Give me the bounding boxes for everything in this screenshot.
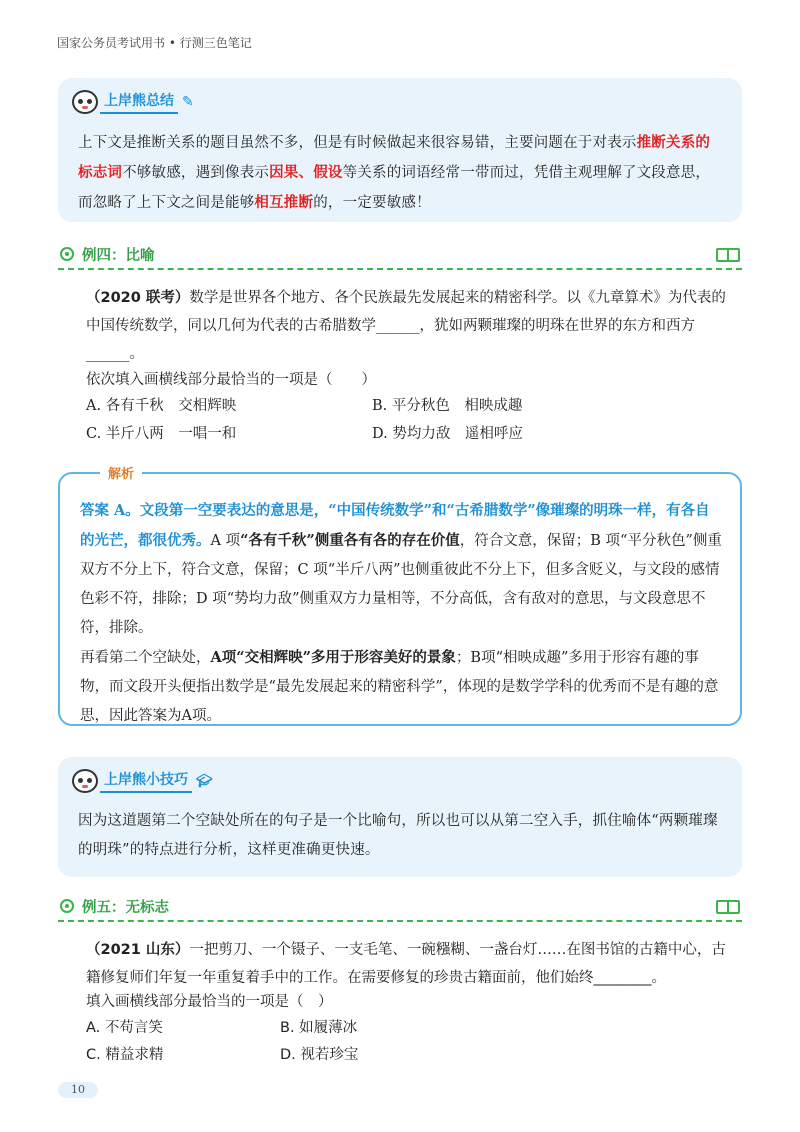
tips-tag bbox=[72, 767, 213, 795]
book-icon bbox=[716, 900, 740, 914]
running-header: 国家公务员考试用书 • 行测三色笔记 bbox=[57, 36, 252, 50]
option-c: C. 半斤八两 一唱一和 bbox=[86, 426, 237, 442]
bear-mascot-icon bbox=[72, 90, 98, 114]
example5-question: （2021 山东）一把剪刀、一个镊子、一支毛笔、一碗糨糊、一盏台灯……在图书馆的古籍中心，古籍修复师们年复一年重复着手中的工作。在需要修复的珍贵古籍面前，他们始终________。 bbox=[86, 942, 726, 986]
option-c: C. 精益求精 bbox=[86, 1047, 164, 1063]
example5-source: （2021 山东） bbox=[86, 942, 190, 958]
example5-heading bbox=[58, 898, 742, 922]
tips-tag-label: 上岸熊小技巧 bbox=[100, 769, 192, 793]
bulb-icon bbox=[60, 247, 74, 261]
example5-prompt: 填入画横线部分最恰当的一项是（ ） bbox=[86, 994, 333, 1010]
example4-question: （2020 联考）数学是世界各个地方、各个民族最先发展起来的精密科学。以《九章算术》为代表的中国传统数学，同以几何为代表的古希腊数学______，犹如两颗璀璨的明珠在世界的东方和西方______。 bbox=[86, 290, 726, 362]
option-b: B. 如履薄冰 bbox=[280, 1020, 358, 1036]
tips-text: 因为这道题第二个空缺处所在的句子是一个比喻句，所以也可以从第二空入手，抓住喻体“两颗璀璨的明珠”的特点进行分析，这样更准确更快速。 bbox=[78, 813, 718, 858]
analysis-text: 答案 A。文段第一空要表达的意思是，“中国传统数学”和“古希腊数学”像璀璨的明珠一样，有各自的光芒，都很优秀。A 项“各有千秋”侧重各有各的存在价值，符合文意，保留；B 项“平分秋色”侧重双方不分上下，符合文意，保留；C 项“半斤八两”也侧重彼此不分上下，但多含贬义，与文段的感情色彩不符，排除；D 项“势均力敌”侧重双方力量相等，不分高低，含有敌对的意思，与文段意思不符，排除。 再看第二个空缺处，A项“交相辉映”多用于形容美好的景象；B项“相映成趣”多用于形容有趣的事物，而文段开头便指出数学是“最先发展起来的精密科学”，体现的是数学学科的优秀而不是有趣的意思，因此答案为A项。 bbox=[80, 502, 722, 724]
highlight-cause-assume: 因果、假设 bbox=[269, 164, 343, 181]
example4-source: （2020 联考） bbox=[86, 290, 190, 306]
analysis-label: 解析 bbox=[100, 463, 142, 482]
example4-options-row2 bbox=[86, 420, 726, 448]
highlight-marker-words: 推断关系的标志词 bbox=[78, 134, 711, 181]
example4-prompt: 依次填入画横线部分最恰当的一项是（ ） bbox=[86, 372, 376, 388]
pen-icon: ✎ bbox=[182, 94, 194, 110]
option-d: D. 势均力敌 遥相呼应 bbox=[372, 426, 523, 442]
summary-box bbox=[58, 78, 742, 222]
example5-options-row1 bbox=[86, 1014, 726, 1042]
summary-tag-label: 上岸熊总结 bbox=[100, 90, 178, 114]
option-a: A. 不苟言笑 bbox=[86, 1020, 163, 1036]
summary-tag bbox=[72, 88, 194, 116]
option-b: B. 平分秋色 相映成趣 bbox=[372, 398, 523, 414]
option-a: A. 各有千秋 交相辉映 bbox=[86, 398, 237, 414]
graduation-cap-icon: 🎓︎ bbox=[196, 773, 213, 789]
bear-mascot-icon bbox=[72, 769, 98, 793]
example5-title: 例五：无标志 bbox=[82, 900, 169, 916]
bulb-icon bbox=[60, 899, 74, 913]
option-d: D. 视若珍宝 bbox=[280, 1047, 359, 1063]
highlight-mutual-infer: 相互推断 bbox=[254, 194, 314, 211]
book-icon bbox=[716, 248, 740, 262]
answer-lead: 答案 A。文段第一空要表达的意思是，“中国传统数学”和“古希腊数学”像璀璨的明珠一样，有各自的光芒，都很优秀。 bbox=[80, 502, 710, 549]
tips-box bbox=[58, 757, 742, 877]
example4-options-row1 bbox=[86, 392, 726, 420]
summary-text: 上下文是推断关系的题目虽然不多，但是有时候做起来很容易错，主要问题在于对表示推断关系的标志词不够敏感，遇到像表示因果、假设等关系的词语经常一带而过，凭借主观理解了文段意思，而忽略了上下文之间是能够相互推断的，一定要敏感！ bbox=[78, 134, 711, 211]
page-number: 10 bbox=[58, 1082, 98, 1098]
example4-heading bbox=[58, 246, 742, 270]
example4-title: 例四：比喻 bbox=[82, 248, 155, 264]
analysis-box bbox=[58, 467, 742, 726]
example5-options-row2 bbox=[86, 1041, 726, 1069]
